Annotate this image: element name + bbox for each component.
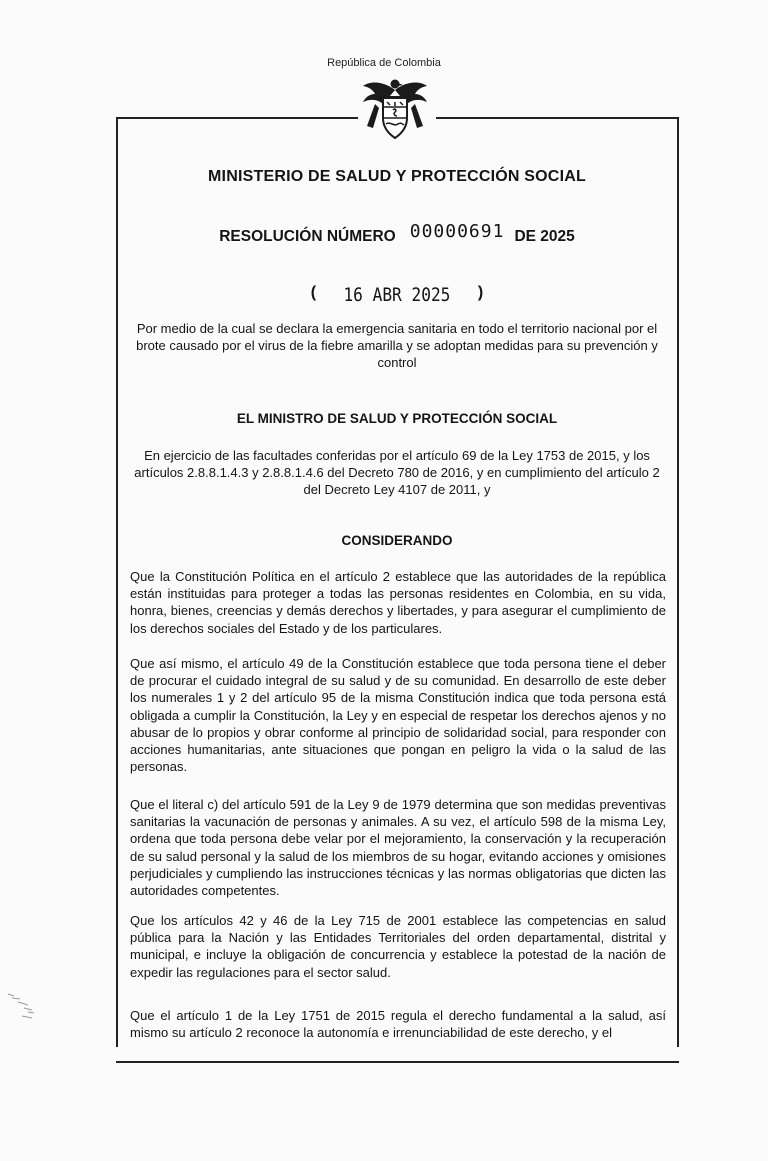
considering-heading: CONSIDERANDO [341, 533, 453, 548]
minister-title: EL MINISTRO DE SALUD Y PROTECCIÓN SOCIAL [236, 411, 558, 426]
considering-paragraph: Que la Constitución Política en el artículo 2 establece que las autoridades de la república están instituidas para proteger a todas las personas residentes en Colombia, en su vida, honra, bienes, creencias y demás derechos y libertades, y para asegurar el cumplimiento de los derechos sociales del Estado y de los particulares. [130, 569, 666, 636]
resolution-label: RESOLUCIÓN NÚMERO [219, 228, 396, 245]
frame-left-border [116, 117, 118, 1047]
frame-bottom-border [116, 1061, 679, 1063]
date-stamp-line [116, 284, 678, 306]
ministry-title: MINISTERIO DE SALUD Y PROTECCIÓN SOCIAL [208, 168, 586, 185]
considering-paragraph: Que el artículo 1 de la Ley 1751 de 2015 regula el derecho fundamental a la salud, así mismo su artículo 2 reconoce la autonomía e irrenunciabilidad de este derecho, y el [130, 1008, 666, 1041]
frame-right-border [677, 117, 679, 1047]
legal-basis: En ejercicio de las facultades conferidas por el artículo 69 de la Ley 1753 de 2015, y los artículos 2.8.8.1.4.3 y 2.8.8.1.4.6 del Decreto 780 de 2016, y en cumplimiento del artículo 2 del Decreto Ley 4107 de 2011, y [134, 448, 660, 497]
resolution-number: 00000691 [409, 221, 505, 242]
considering-paragraph: Que así mismo, el artículo 49 de la Constitución establece que toda persona tiene el deber de procurar el cuidado integral de su salud y de su comunidad. En desarrollo de este deber los numerales 1 y 2 del artículo 95 de la misma Constitución indica que toda persona está obligada a cumplir la Constitución, la Ley y en especial de respetar los derechos ajenos y no abusar de lo propios y obrar conforme al principio de solidaridad social, para responder con acciones humanitarias, ante situaciones que pongan en peligro la vida o la salud de las personas. [130, 656, 666, 775]
colombia-coat-of-arms-icon [357, 74, 433, 142]
date-stamp: 16 ABR 2025 [343, 284, 451, 306]
resolution-year: DE 2025 [514, 228, 575, 245]
resolution-summary: Por medio de la cual se declara la emergencia sanitaria en todo el territorio nacional por el brote causado por el virus de la fiebre amarilla y se adoptan medidas para su prevención y control [136, 321, 658, 370]
open-paren: ( [310, 284, 317, 301]
resolution-line [116, 221, 678, 246]
scan-specks [6, 990, 46, 1024]
republic-header: República de Colombia [327, 57, 441, 69]
considering-paragraph: Que el literal c) del artículo 591 de la Ley 9 de 1979 determina que son medidas preventivas sanitarias la vacunación de personas y animales. A su vez, el artículo 598 de la misma Ley, ordena que toda persona debe velar por el mejoramiento, la conservación y la recuperación de su salud personal y la salud de los miembros de su hogar, evitando acciones y omisiones perjudiciales y cumpliendo las instrucciones técnicas y las normas obligatorias que dicten las autoridades competentes. [130, 797, 666, 899]
considering-paragraph: Que los artículos 42 y 46 de la Ley 715 de 2001 establece las competencias en salud pública para la Nación y las Entidades Territoriales del orden departamental, distrital y municipal, e incluye la obligación de concurrencia y establece la potestad de la nación de expedir las regulaciones para el sector salud. [130, 913, 666, 980]
close-paren: ) [477, 284, 484, 301]
